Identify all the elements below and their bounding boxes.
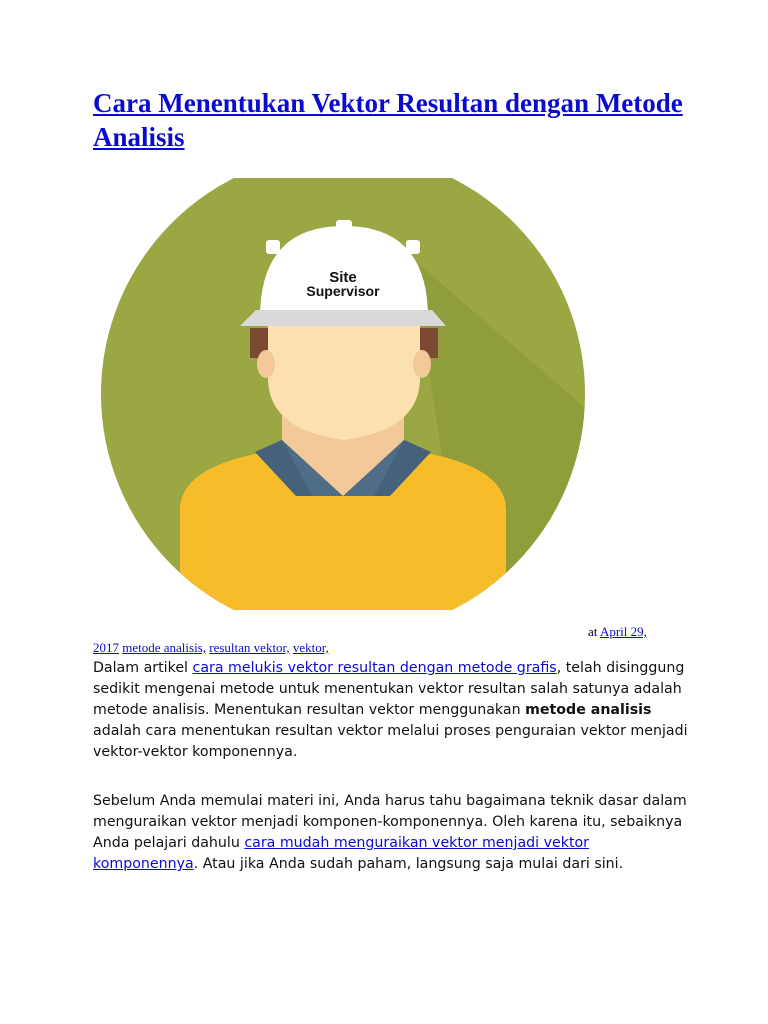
link-melukis-vektor[interactable]: cara melukis vektor resultan dengan metode grafis	[192, 660, 557, 676]
date-link-part1[interactable]: April 29,	[599, 624, 647, 639]
paragraph-intro	[93, 658, 693, 763]
article-title	[93, 86, 693, 154]
tag-link-metode-analisis[interactable]: metode analisis,	[122, 640, 207, 655]
text-run: . Atau jika Anda sudah paham, langsung saja mulai dari sini.	[193, 856, 624, 872]
link-menguraikan-vektor[interactable]: cara mudah menguraikan vektor menjadi vektor komponennya	[93, 835, 590, 872]
article-title-link[interactable]: Cara Menentukan Vektor Resultan dengan Metode Analisis	[93, 88, 683, 152]
right-ear	[413, 350, 431, 378]
site-supervisor-illustration	[100, 178, 586, 610]
tag-link-resultan-vektor[interactable]: resultan vektor,	[209, 640, 290, 655]
text-run: , telah disinggung sedikit mengenai metode untuk menentukan vektor resultan salah satunya adalah metode analisis. Menentukan resultan vektor menggunakan	[93, 660, 685, 718]
face	[268, 318, 420, 440]
meta-at-label: at	[588, 624, 598, 639]
hat-text-line2: Supervisor	[306, 283, 380, 299]
post-meta-tags	[93, 640, 329, 656]
bold-term: metode analisis	[525, 702, 652, 718]
hat-text-line1: Site	[329, 269, 357, 286]
tag-link-vektor[interactable]: vektor,	[292, 640, 329, 655]
hat-ridge-right	[406, 240, 420, 254]
hat-ridge-mid	[336, 220, 352, 234]
hard-hat-brim	[240, 310, 446, 326]
hat-ridge-left	[266, 240, 280, 254]
date-link-part2[interactable]: 2017	[93, 640, 119, 655]
left-ear	[257, 350, 275, 378]
text-run: Dalam artikel	[93, 660, 193, 676]
paragraph-prerequisite	[93, 791, 693, 875]
post-meta-date	[588, 624, 647, 640]
text-run: adalah cara menentukan resultan vektor melalui proses penguraian vektor menjadi vektor-vektor komponennya.	[93, 723, 688, 760]
text-run: Sebelum Anda memulai materi ini, Anda harus tahu bagaimana teknik dasar dalam menguraikan vektor menjadi komponen-komponennya. Oleh karena itu, sebaiknya Anda pelajari dahulu	[93, 793, 687, 851]
